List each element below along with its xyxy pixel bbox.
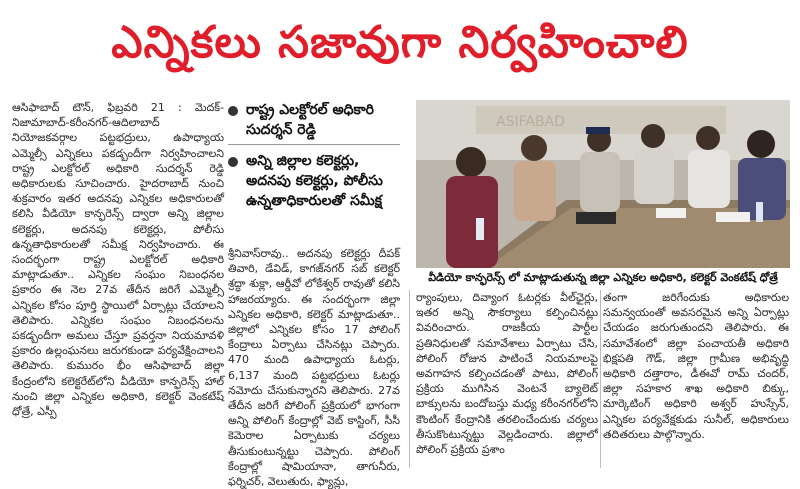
column-divider [409, 290, 410, 468]
highlight-text: రాష్ట్ర ఎలక్టోరల్ అధికారి సుదర్శన్ రెడ్డి [246, 102, 374, 138]
bullet-icon [228, 157, 238, 167]
highlight-item [228, 144, 400, 211]
meeting-photo-illustration [416, 100, 790, 268]
article-column-4 [603, 290, 789, 468]
article-column-3 [416, 290, 598, 468]
highlight-item [228, 100, 400, 140]
highlight-box [228, 100, 400, 242]
article-paragraph: ర్యాంపులు, దివ్యాంగ ఓటర్లకు వీల్‌ఛైర్లు, ఇతర అన్ని సౌకర్యాలు కల్పించినట్లు వివరించారు. రాజకీయ పార్టీల ప్రతినిధులతో సమావేశాలు ఏర్పాటు చేసి, పోలింగ్ రోజున పాటించే నియమాలపై అవగాహన కల్పించడంతో పాటు, పోలింగ్ ప్రక్రియ ముగిసిన వెంటనే బ్యాలెట్ బాక్సులను బందోబస్తు మధ్య కరీంనగర్‌లోని కౌంటింగ్ కేంద్రానికి తరలించేందుకు చర్యలు తీసుకొంటున్నట్టు వెల్లడించారు. జిల్లాలో పోలింగ్ ప్రక్రియ ప్రశాం [416, 291, 598, 457]
wall-sign-text: ASIFABAD [496, 114, 565, 130]
article-paragraph: తంగా జరిగేందుకు అధికారుల సమన్వయంతో అవసరమైన అన్ని ఏర్పాట్లు చేయడం జరుగుతుందని తెలిపారు. ఈ సమావేశంలో జిల్లా పంచాయతీ అధికారి భిక్షపతి గౌడ్, జిల్లా గ్రామీణ అభివృద్ధి అధికారి దత్తారాం, డీఈవో రామ్ చందర్, జిల్లా సహకార శాఖ అధికారి బిక్కు, మార్కెటింగ్ అధికారి అశ్వర్ హుస్సేన్, ఎన్నికల పర్యవేక్షకుడు సునీల్, అధికారులు తదితరులు పాల్గొన్నారు. [603, 291, 789, 441]
article-column-1 [12, 100, 224, 468]
headline [0, 0, 800, 96]
article-column-2 [228, 246, 400, 489]
meeting-photo [416, 100, 790, 268]
highlight-text: అన్ని జిల్లాల కలెక్టర్లు, అదనపు కలెక్టర్లు, పోలీసు ఉన్నతాధికారులతో సమీక్ష [246, 153, 383, 209]
article-paragraph: ఆసిఫాబాద్ టౌన్, ఫిబ్రవరి 21 : మెదక్-నిజామాబాద్-కరీంనగర్-ఆదిలాబాద్ నియోజకవర్గాల పట్టభద్రులు, ఉపాధ్యాయ ఎమ్మెల్సీ ఎన్నికలు పకడ్బందీగా నిర్వహించాలని రాష్ట్ర ఎలక్టోరల్ అధికారి సుదర్శన్ రెడ్డి అధికారులకు సూచించారు. హైదరాబాద్ నుంచి శుక్రవారం ఇతర అదనపు ఎన్నికల అధికారులతో కలిసి వీడియో కాన్ఫరెన్స్ ద్వారా అన్ని జిల్లాల కలెక్టర్లు, అదనపు కలెక్టర్లు, పోలీసు ఉన్నతాధికారులతో సమీక్ష నిర్వహించారు. ఈ సందర్భంగా రాష్ట్ర ఎలక్టోరల్ అధికారి మాట్లాడుతూ.. ఎన్నికల సంఘం నిబంధనల ప్రకారం ఈ నెల 27వ తేదీన జరిగే ఎమ్మెల్సీ ఎన్నికల కోసం పూర్తి స్థాయిలో ఏర్పాట్లు చేయాలని తెలిపారు. ఎన్నికల సంఘం నిబంధనలను పకడ్బందీగా అమలు చేస్తూ ప్రవర్తనా నియమావళి ప్రకారం ఉల్లంఘనలు జరుగకుండా పర్యవేక్షించాలని తెలిపారు. కుమురం భీం ఆసిఫాబాద్ జిల్లా కేంద్రంలోని కలెక్టరేట్‌లోని వీడియో కాన్ఫరెన్స్ హాల్ నుంచి జిల్లా ఎన్నికల అధికారి, కలెక్టర్ వెంకటేష్ ధోత్రే, ఎస్పీ [12, 101, 224, 419]
bullet-icon [228, 106, 238, 116]
photo-caption: వీడియో కాన్ఫరెన్స్ లో మాట్లాడుతున్న జిల్లా ఎన్నికల అధికారి, కలెక్టర్ వెంకటేష్ ధోత్రే [416, 268, 790, 288]
column-divider [600, 290, 601, 468]
article-paragraph: శ్రీనివాస్‌రావు.. అదనపు కలెక్టర్లు దీపక్ తివారి, డేవిడ్, కాగజ్‌నగర్ సబ్ కలెక్టర్ శ్రద్ధా శుక్లా, ఆర్డీవో లోకేశ్వర్ రావుతో కలిసి హాజరయ్యారు. ఈ సందర్భంగా జిల్లా ఎన్నికల అధికారి, కలెక్టర్ మాట్లాడుతూ.. జిల్లాలో ఎన్నికల కోసం 17 పోలింగ్ కేంద్రాలు ఏర్పాటు చేసినట్లు చెప్పారు. 470 మంది ఉపాధ్యాయ ఓటర్లు, 6,137 మంది పట్టభద్రులు ఓటర్లు నమోదు చేసుకున్నారని తెలిపారు. 27వ తేదీన జరిగే పోలింగ్ ప్రక్రియలో భాగంగా అన్ని పోలింగ్ కేంద్రాల్లో వెబ్ కాస్టింగ్, సీసీ కెమెరాల ఏర్పాటుకు చర్యలు తీసుకుంటున్నట్టు చెప్పారు. పోలింగ్ కేంద్రాల్లో షామియానా, తాగునీరు, ఫర్నిచర్, వెలుతురు, ఫ్యాన్లు, [228, 247, 400, 489]
headline-text: ఎన్నికలు సజావుగా నిర్వహించాలి [111, 17, 689, 68]
